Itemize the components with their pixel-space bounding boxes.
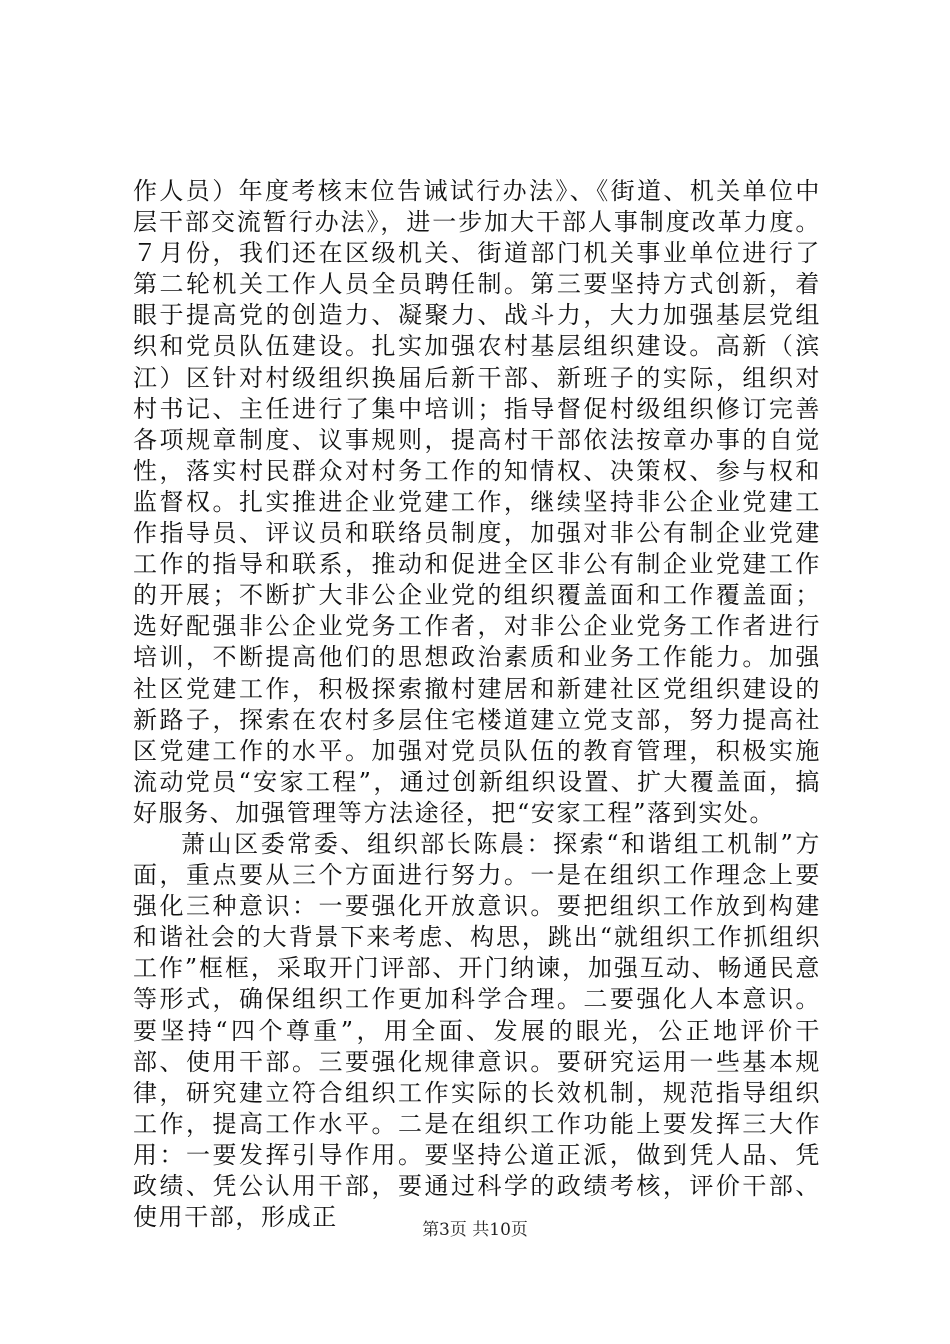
- page-footer: 第3页 共10页: [422, 1220, 528, 1240]
- paragraph-2: 萧山区委常委、组织部长陈晨：探索“和谐组工机制”方面，重点要从三个方面进行努力。一是在组织工作理念上要强化三种意识：一要强化开放意识。要把组织工作放到构建和谐社会的大背景下来考虑、构思，跳出“就组织工作抓组织工作”框框，采取开门评部、开门纳谏，加强互动、畅通民意等形式，确保组织工作更加科学合理。二要强化人本意识。要坚持“四个尊重”，用全面、发展的眼光，公正地评价干部、使用干部。三要强化规律意识。要研究运用一些基本规律，研究建立符合组织工作实际的长效机制，规范指导组织工作，提高工作水平。二是在组织工作功能上要发挥三大作用：一要发挥引导作用。要坚持公道正派，做到凭人品、凭政绩、凭公认用干部，要通过科学的政绩考核，评价干部、使用干部，形成正: [133, 829, 821, 1232]
- document-body: [133, 176, 821, 1233]
- paragraph-1: 作人员）年度考核末位告诫试行办法》、《街道、机关单位中层干部交流暂行办法》，进一步加大干部人事制度改革力度。７月份，我们还在区级机关、街道部门机关事业单位进行了第二轮机关工作人员全员聘任制。第三要坚持方式创新，着眼于提高党的创造力、凝聚力、战斗力，大力加强基层党组织和党员队伍建设。扎实加强农村基层组织建设。高新（滨江）区针对村级组织换届后新干部、新班子的实际，组织对村书记、主任进行了集中培训；指导督促村级组织修订完善各项规章制度、议事规则，提高村干部依法按章办事的自觉性，落实村民群众对村务工作的知情权、决策权、参与权和监督权。扎实推进企业党建工作，继续坚持非公企业党建工作指导员、评议员和联络员制度，加强对非公有制企业党建工作的指导和联系，推动和促进全区非公有制企业党建工作的开展；不断扩大非公企业党的组织覆盖面和工作覆盖面；选好配强非公企业党务工作者，对非公企业党务工作者进行培训，不断提高他们的思想政治素质和业务工作能力。加强社区党建工作，积极探索撤村建居和新建社区党组织建设的新路子，探索在农村多层住宅楼道建立党支部，努力提高社区党建工作的水平。加强对党员队伍的教育管理，积极实施流动党员“安家工程”，通过创新组织设置、扩大覆盖面，搞好服务、加强管理等方法途径，把“安家工程”落到实处。: [133, 177, 821, 827]
